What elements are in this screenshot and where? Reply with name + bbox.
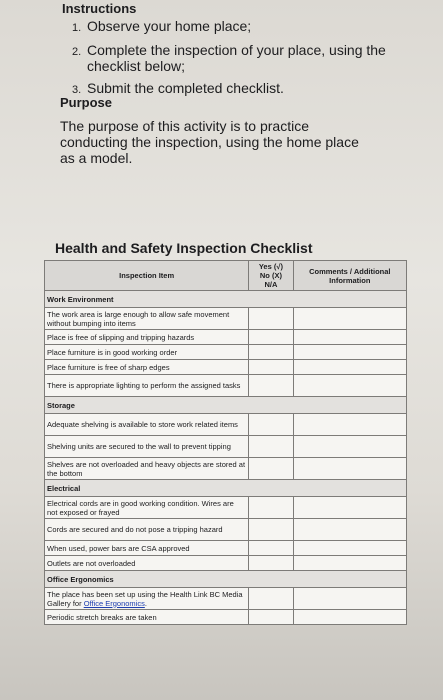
comment-cell[interactable] [293, 360, 406, 375]
step-number: 3. [72, 84, 82, 96]
step-number: 1. [72, 22, 82, 34]
answer-cell[interactable] [249, 360, 293, 375]
inspection-item: Place is free of slipping and tripping hazards [45, 330, 249, 345]
section-row [45, 397, 407, 414]
table-row [45, 458, 407, 480]
table-row [45, 497, 407, 519]
comment-cell[interactable] [293, 308, 406, 330]
section-row [45, 480, 407, 497]
inspection-item: Electrical cords are in good working condition. Wires are not exposed or frayed [45, 497, 249, 519]
instruction-step [72, 18, 422, 36]
table-row [45, 308, 407, 330]
inspection-item: There is appropriate lighting to perform the assigned tasks [45, 375, 249, 397]
table-header-row [45, 261, 407, 291]
answer-cell[interactable] [249, 330, 293, 345]
answer-cell[interactable] [249, 541, 293, 556]
office-ergonomics-link[interactable]: Office Ergonomics [83, 598, 145, 608]
comment-cell[interactable] [293, 556, 406, 571]
header-no: No (X) [259, 271, 282, 280]
table-row [45, 588, 407, 610]
inspection-checklist-table [44, 260, 407, 625]
comment-cell[interactable] [293, 541, 406, 556]
inspection-item: Place furniture is free of sharp edges [45, 360, 249, 375]
comment-cell[interactable] [293, 610, 406, 625]
answer-cell[interactable] [249, 588, 293, 610]
section-title: Storage [45, 397, 407, 414]
inspection-item: Shelves are not overloaded and heavy objects are stored at the bottom [45, 458, 249, 480]
table-row [45, 375, 407, 397]
inspection-item: Place furniture is in good working order [45, 345, 249, 360]
comment-cell[interactable] [293, 458, 406, 480]
answer-cell[interactable] [249, 519, 293, 541]
section-title: Work Environment [45, 291, 407, 308]
instructions-title: Instructions [62, 1, 137, 16]
answer-cell[interactable] [249, 497, 293, 519]
section-title: Office Ergonomics [45, 571, 407, 588]
purpose-title: Purpose [60, 95, 113, 110]
inspection-item: The work area is large enough to allow safe movement without bumping into items [45, 308, 249, 330]
table-row [45, 556, 407, 571]
comment-cell[interactable] [293, 414, 406, 436]
instructions-list [72, 18, 422, 104]
answer-cell[interactable] [249, 375, 293, 397]
inspection-item: Periodic stretch breaks are taken [45, 610, 249, 625]
comment-cell[interactable] [293, 497, 406, 519]
inspection-item: When used, power bars are CSA approved [45, 541, 249, 556]
inspection-item: Shelving units are secured to the wall to prevent tipping [45, 436, 249, 458]
table-row [45, 541, 407, 556]
section-row [45, 571, 407, 588]
link-suffix: . [144, 598, 147, 608]
answer-cell[interactable] [249, 345, 293, 360]
answer-cell[interactable] [249, 610, 293, 625]
answer-cell[interactable] [249, 556, 293, 571]
inspection-item-text: The place has been set up using the Health Link BC Media Gallery for [47, 589, 243, 608]
section-title: Electrical [45, 480, 407, 497]
checklist-title: Health and Safety Inspection Checklist [55, 240, 313, 256]
answer-cell[interactable] [249, 414, 293, 436]
header-inspection-item: Inspection Item [45, 261, 249, 291]
comment-cell[interactable] [293, 436, 406, 458]
header-yes-no-na [249, 261, 293, 291]
comment-cell[interactable] [293, 375, 406, 397]
header-na: N/A [264, 280, 278, 289]
comment-cell[interactable] [293, 330, 406, 345]
comment-cell[interactable] [293, 345, 406, 360]
purpose-text: The purpose of this activity is to practice conducting the inspection, using the home place as a model. [60, 118, 359, 166]
section-row [45, 291, 407, 308]
comment-cell[interactable] [293, 588, 406, 610]
header-comments: Comments / Additional Information [293, 261, 406, 291]
answer-cell[interactable] [249, 308, 293, 330]
step-number: 2. [72, 46, 82, 58]
table-row [45, 414, 407, 436]
comment-cell[interactable] [293, 519, 406, 541]
table-row [45, 345, 407, 360]
inspection-item [45, 588, 249, 610]
step-text: Complete the inspection of your place, using the checklist below; [87, 42, 386, 74]
inspection-item: Adequate shelving is available to store work related items [45, 414, 249, 436]
step-text: Submit the completed checklist. [87, 80, 284, 96]
instruction-step [72, 80, 422, 98]
answer-cell[interactable] [249, 436, 293, 458]
instruction-step [72, 42, 422, 74]
table-row [45, 519, 407, 541]
answer-cell[interactable] [249, 458, 293, 480]
header-yes: Yes (√) [258, 262, 283, 271]
table-row [45, 436, 407, 458]
inspection-item: Outlets are not overloaded [45, 556, 249, 571]
step-text: Observe your home place; [87, 18, 252, 34]
table-row [45, 330, 407, 345]
table-row [45, 360, 407, 375]
inspection-item: Cords are secured and do not pose a tripping hazard [45, 519, 249, 541]
table-row [45, 610, 407, 625]
